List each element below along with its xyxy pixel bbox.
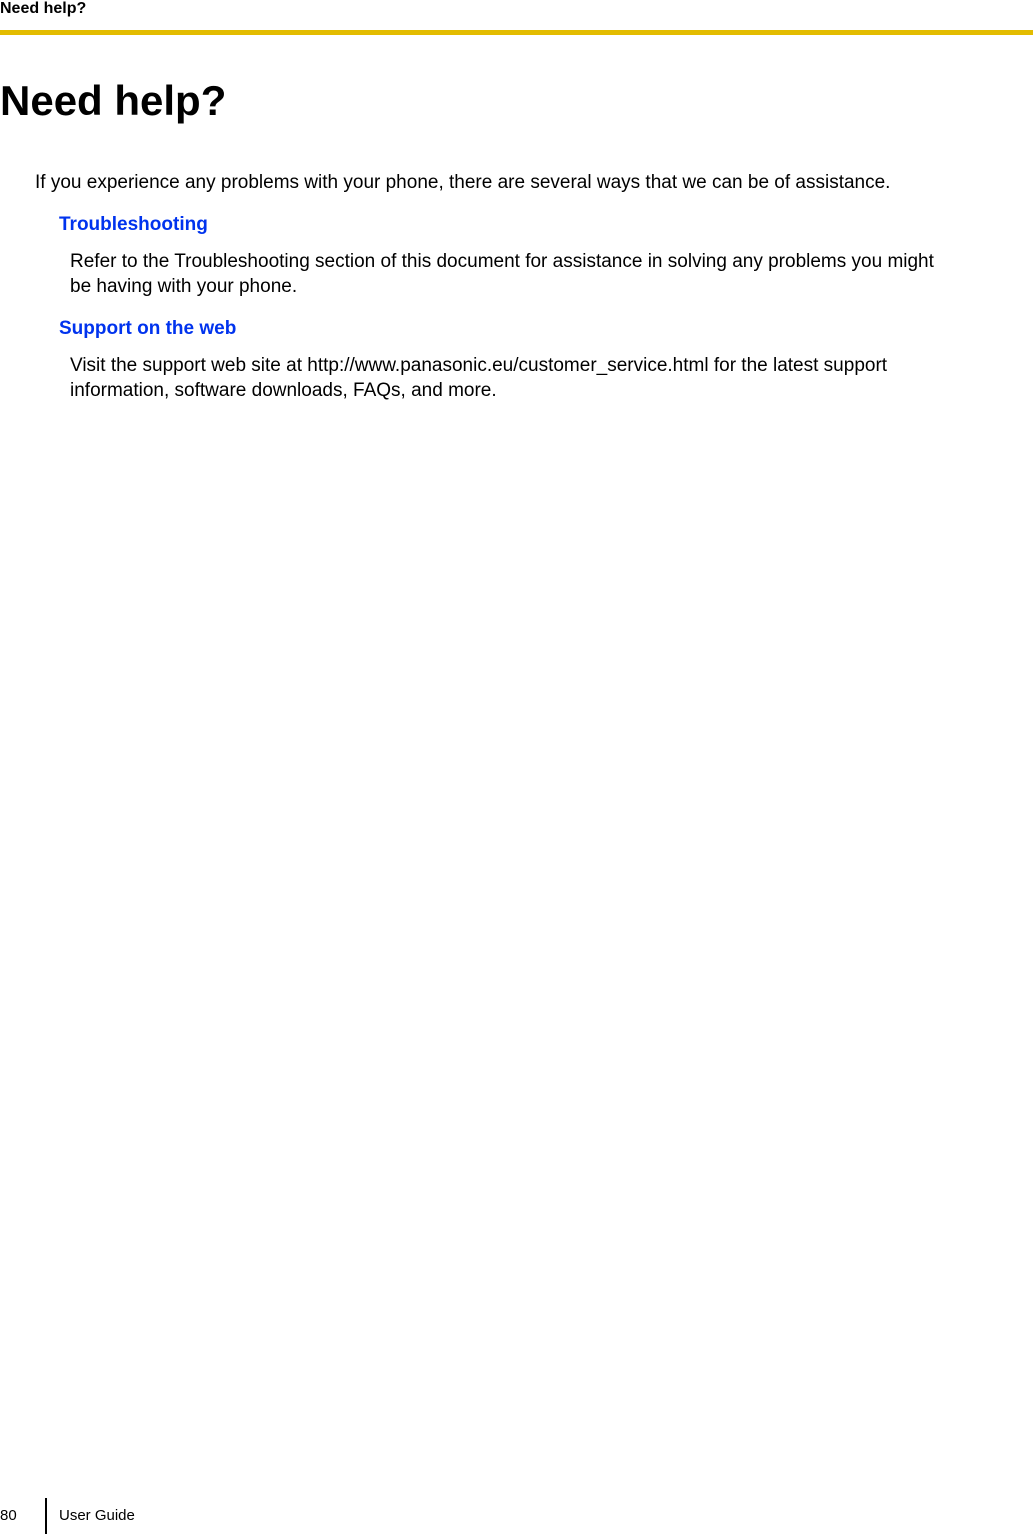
body-line: Refer to the Troubleshooting section of this document for assistance in solving any problems you might <box>70 251 934 272</box>
footer-label: User Guide <box>59 1507 135 1524</box>
header-rule <box>0 30 1033 35</box>
section-heading-troubleshooting: Troubleshooting <box>59 214 208 235</box>
body-line: be having with your phone. <box>70 276 298 297</box>
running-header: Need help? <box>0 0 87 17</box>
section-body-support-web <box>70 353 1025 403</box>
section-heading-support-web: Support on the web <box>59 318 237 339</box>
page-title: Need help? <box>0 77 227 124</box>
footer-page-number: 80 <box>0 1507 17 1524</box>
section-body-troubleshooting <box>70 249 1025 299</box>
intro-paragraph: If you experience any problems with your phone, there are several ways that we can be of assistance. <box>35 172 891 193</box>
body-line: Visit the support web site at http://www.panasonic.eu/customer_service.html for the latest support <box>70 355 888 376</box>
footer-divider <box>45 1498 47 1534</box>
body-line: information, software downloads, FAQs, and more. <box>70 380 497 401</box>
